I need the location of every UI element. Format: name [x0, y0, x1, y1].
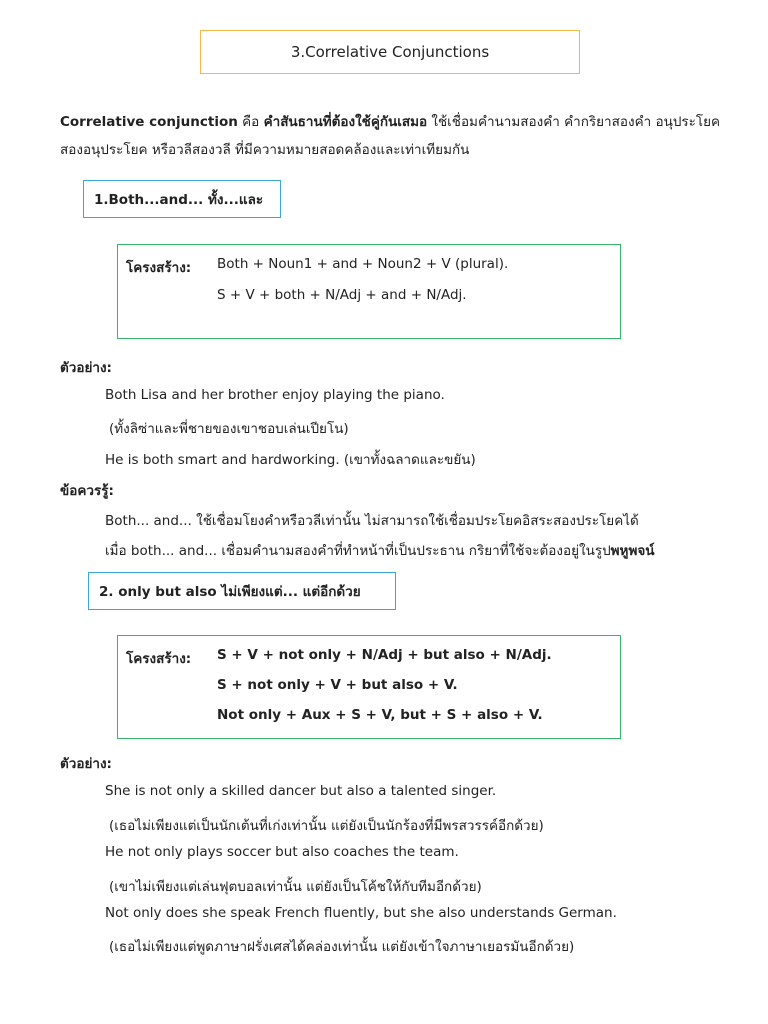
section1-heading-box: [83, 180, 281, 218]
section2-example-3-translation: (เธอไม่เพียงแต่พูดภาษาฝรั่งเศสได้คล่องเท่านั้น แต่ยังเข้าใจภาษาเยอรมันอีกด้วย): [109, 939, 575, 955]
section1-example-1: Both Lisa and her brother enjoy playing the piano.: [105, 387, 445, 403]
section2-example-1: She is not only a skilled dancer but also a talented singer.: [105, 783, 497, 799]
section1-structure-2: S + V + both + N/Adj + and + N/Adj.: [217, 287, 467, 303]
intro-rest: ใช้เชื่อมคำนามสองคำ คำกริยาสองคำ อนุประโยค: [427, 114, 721, 130]
section1-note-2-text: เมื่อ both... and... เชื่อมคำนามสองคำที่ทำหน้าที่เป็นประธาน กริยาที่ใช้จะต้องอยู่ในรูป: [105, 543, 611, 559]
intro-line-1: [60, 108, 740, 136]
section2-structure-1: S + V + not only + N/Adj + but also + N/Adj.: [217, 647, 552, 663]
section1-examples-label: ตัวอย่าง:: [60, 360, 112, 376]
section2-example-2: He not only plays soccer but also coaches the team.: [105, 844, 459, 860]
intro-line-2: สองอนุประโยค หรือวลีสองวลี ที่มีความหมายสอดคล้องและเท่าเทียมกัน: [60, 142, 470, 158]
section1-notes-label: ข้อควรรู้:: [60, 483, 114, 499]
section2-heading: 2. only but also ไม่เพียงแต่... แต่อีกด้วย: [99, 584, 361, 600]
section2-structure-2: S + not only + V + but also + V.: [217, 677, 458, 693]
intro-is: คือ: [237, 114, 264, 130]
section2-example-2-translation: (เขาไม่เพียงแต่เล่นฟุตบอลเท่านั้น แต่ยังเป็นโค้ชให้กับทีมอีกด้วย): [109, 879, 482, 895]
section2-structure-3: Not only + Aux + S + V, but + S + also + V.: [217, 707, 543, 723]
section1-heading: 1.Both...and... ทั้ง...และ: [94, 192, 264, 208]
page-title: 3.Correlative Conjunctions: [290, 43, 490, 61]
section2-heading-box: [88, 572, 396, 610]
section1-example-1-translation: (ทั้งลิซ่าและพี่ชายของเขาชอบเล่นเปียโน): [109, 421, 349, 437]
section1-structure-1: Both + Noun1 + and + Noun2 + V (plural).: [217, 256, 509, 272]
page-title-box: [200, 30, 580, 74]
section2-example-1-translation: (เธอไม่เพียงแต่เป็นนักเต้นที่เก่งเท่านั้น แต่ยังเป็นนักร้องที่มีพรสวรรค์อีกด้วย): [109, 818, 544, 834]
section1-structure-label: โครงสร้าง:: [126, 260, 192, 276]
section1-structure-box: [117, 244, 621, 339]
section1-note-2: [105, 539, 654, 561]
intro-definition: คำสันธานที่ต้องใช้คู่กันเสมอ: [263, 114, 428, 130]
section2-examples-label: ตัวอย่าง:: [60, 756, 112, 772]
section2-structure-box: [117, 635, 621, 739]
section1-note-2-bold: พหูพจน์: [610, 543, 655, 559]
intro-paragraph: [60, 108, 740, 164]
section1-note-1: Both... and... ใช้เชื่อมโยงคำหรือวลีเท่านั้น ไม่สามารถใช้เชื่อมประโยคอิสระสองประโยคได้: [105, 513, 639, 529]
section2-structure-label: โครงสร้าง:: [126, 651, 192, 667]
section2-example-3: Not only does she speak French fluently, but she also understands German.: [105, 905, 617, 921]
intro-term: Correlative conjunction: [60, 114, 238, 130]
section1-example-2: He is both smart and hardworking. (เขาทั้งฉลาดและขยัน): [105, 452, 476, 468]
